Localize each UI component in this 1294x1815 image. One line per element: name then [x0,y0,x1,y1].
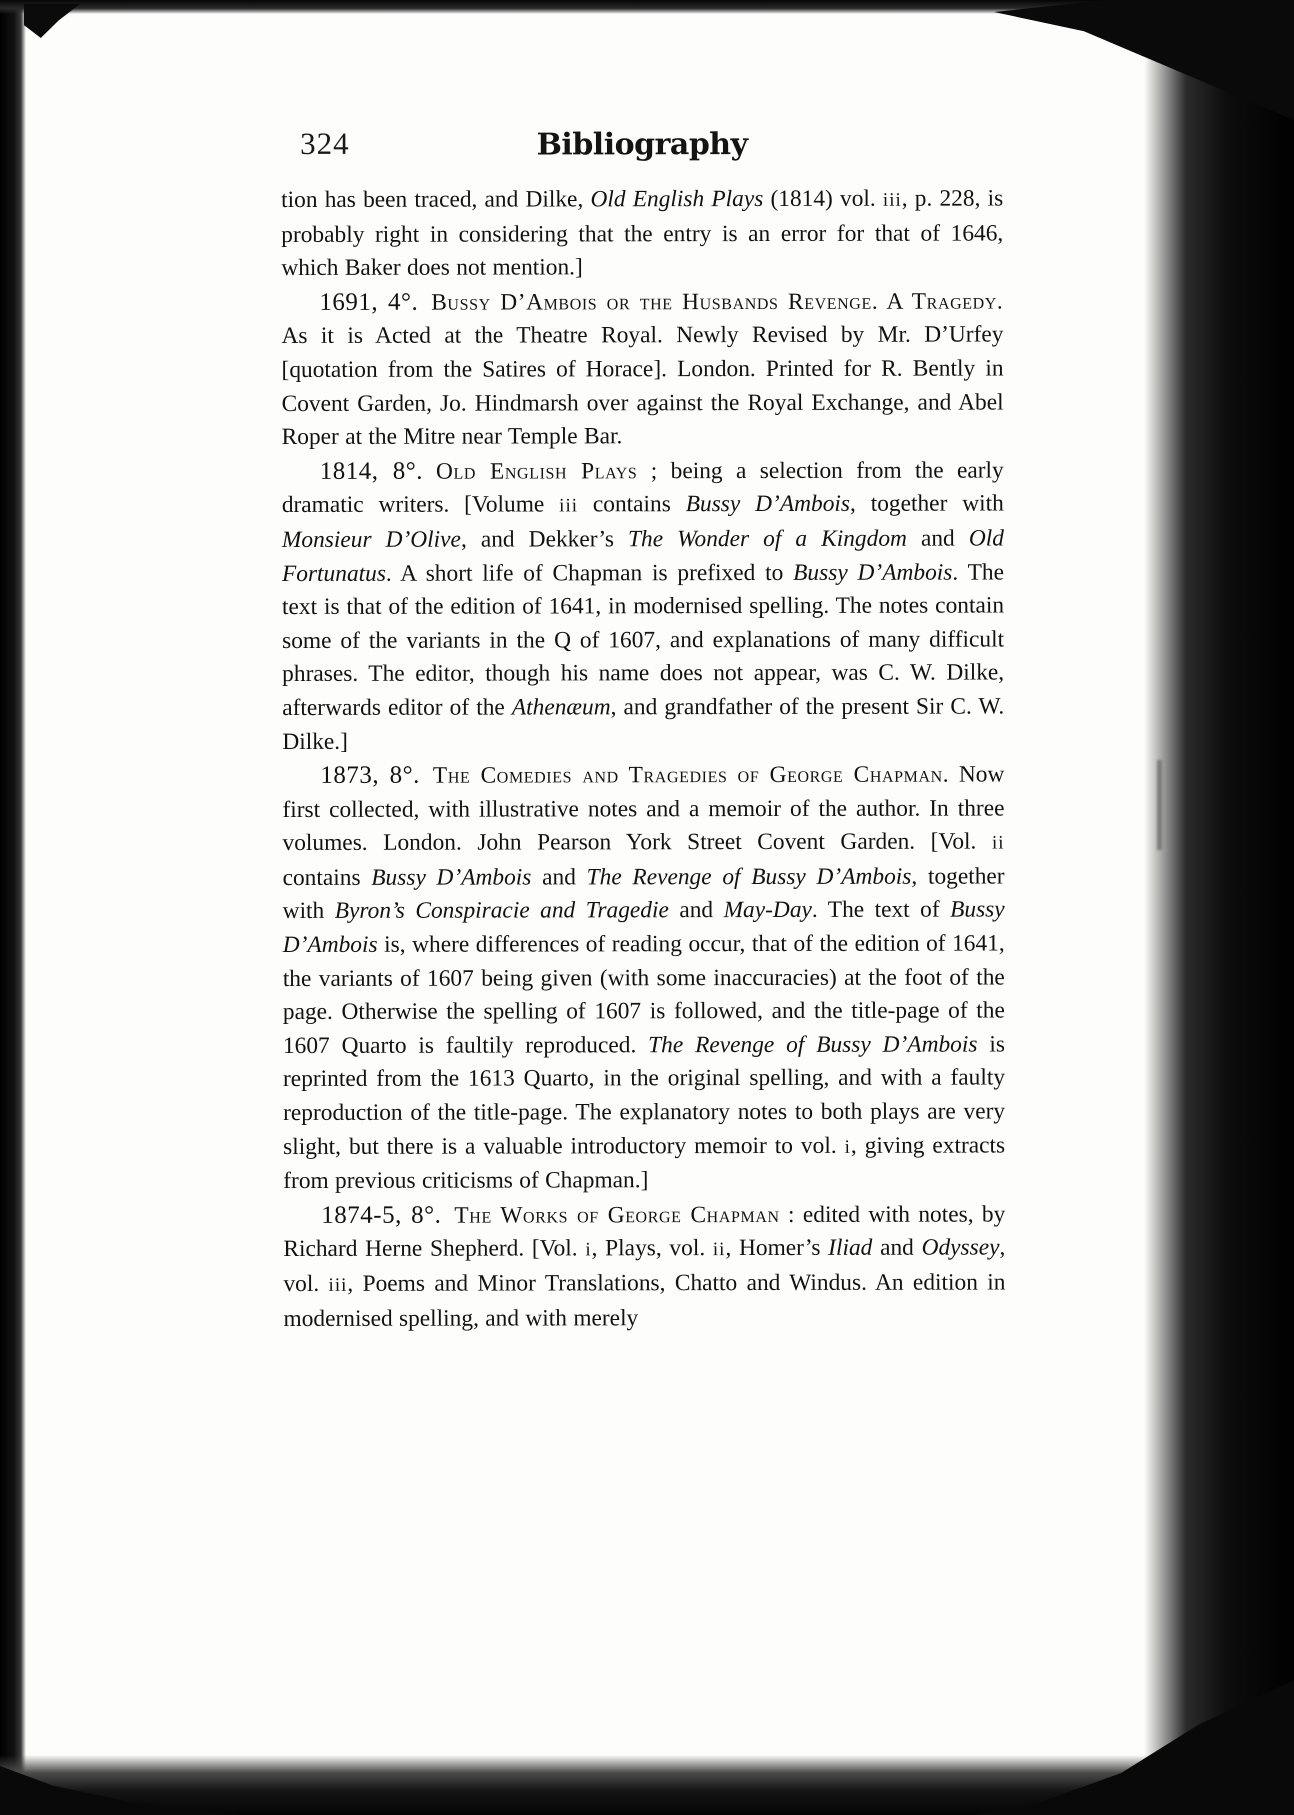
scan-corner-top-left [24,4,80,38]
text-run-italic: May-Day [723,897,812,924]
text-run-roman-numeral: i [844,1136,851,1158]
text-run-roman: . A short life of Chapman is prefixed to [385,559,794,587]
text-run-roman: , together with [282,863,1005,925]
text-run-roman-numeral: iii [328,1274,348,1296]
text-run-italic: The Revenge of Bussy D’Ambois [648,1031,978,1059]
text-run-italic: The Wonder of a Kingdom [627,525,907,553]
text-run-roman: ; being a selection from the early dramatic writers. [Volume [281,457,1004,519]
text-run-roman-numeral: ii [991,832,1005,854]
text-run-roman: tion has been traced, and Dilke, [281,186,591,213]
text-run-italic: Bussy D’Ambois [282,896,1005,959]
text-run-italic: Old Fortunatus [281,525,1004,587]
text-run-roman: , p. 228, is probably right in considering that the entry is an error for that of 1646, which Baker does not mention.] [281,185,1004,282]
bibliography-entries [281,182,1005,1336]
text-run-small-caps: Old English Plays [435,458,638,485]
text-run-italic: Bussy D’Ambois [793,559,953,586]
page-number: 324 [300,125,350,161]
scan-corner-top-right [994,0,1294,120]
text-run-roman: , together with [849,490,1004,518]
text-run-roman: . The text is that of the edition of 1641, in modernised spelling. The notes contain some of the variants in the Q of 1607, and explanations of many difficult phrases. The editor, though his name does not appear, was C. W. Dilke, afterwards editor of the [281,559,1005,721]
entry-1691 [281,284,1003,454]
text-run-roman: and [668,897,724,924]
entry-year: 1874-5, 8°. [321,1201,455,1229]
text-run-roman: contains [282,864,372,891]
scan-corner-bottom-left [0,1745,240,1815]
text-run-italic: The Revenge of Bussy D’Ambois [586,863,912,891]
entry-year: 1873, 8°. [320,761,433,790]
scan-corner-bottom-right [974,1665,1294,1815]
text-run-roman: , and Dekker’s [460,526,629,553]
text-run-small-caps: The Works of George Chapman [454,1201,780,1229]
text-run-roman: and [531,864,587,891]
text-run-roman: is, where differences of reading occur, that of the edition of 1641, the variants of 1607 being given (with some inaccuracies) at the foot of the page. Otherwise the spelling of 1607 is followed, and the title-page of the 1607 Quarto is faultily reproduced. [282,930,1005,1059]
text-run-roman: , vol. [283,1234,1006,1297]
text-run-roman-numeral: ii [712,1239,726,1261]
text-run-roman: , giving extracts from previous criticisms of Chapman.] [283,1132,1006,1195]
text-run-italic: Bussy D’Ambois [371,864,532,891]
text-run-roman: , Poems and Minor Translations, Chatto and Windus. An edition in modernised spelling, and with merely [283,1269,1006,1332]
running-title: Bibliography [536,127,748,163]
scan-edge-right [1144,0,1294,1815]
entry-1814 [282,453,1005,759]
text-run-roman: . The text of [811,897,951,924]
text-run-roman-numeral: iii [559,495,579,517]
text-run-roman: , Homer’s [725,1235,829,1262]
text-run-roman: , and grandfather of the present Sir C. W. Dilke.] [282,693,1005,755]
entry-year: 1691, 4°. [319,288,432,316]
scan-speck [1157,760,1162,850]
text-run-small-caps: Bussy D’Ambois or the Husbands Revenge. A Tragedy. [431,288,1004,316]
text-run-roman-numeral: iii [882,189,902,211]
text-run-roman: (1814) vol. [763,185,883,212]
page-text-block [281,118,1006,1336]
text-run-italic: Bussy D’Ambois [685,491,851,518]
text-run-italic: Monsieur D’Olive [281,526,461,553]
text-run-roman: , Plays, vol. [591,1235,713,1262]
text-run-roman: Now first collected, with illustrative notes and a memoir of the author. In three volumes. London. John Pearson York Street Covent Garden. [Vol. [282,761,1005,857]
para-continuation [281,182,1003,285]
text-run-roman: As it is Acted at the Theatre Royal. Newly Revised by Mr. D’Urfey [quotation from the Satires of Horace]. London. Printed for R. Bently in Covent Garden, Jo. Hindmarsh over against the Royal Exchange, and Abel Roper at the Mitre near Temple Bar. [281,321,1004,451]
text-run-roman: : edited with notes, by Richard Herne Shepherd. [Vol. [283,1201,1006,1263]
entry-year: 1814, 8°. [319,457,437,485]
text-run-italic: Iliad [828,1235,873,1262]
entry-1874-5 [283,1197,1005,1336]
text-run-roman: and [872,1235,922,1262]
text-run-italic: Old English Plays [590,185,764,213]
scan-edge-left [0,0,26,1815]
text-run-roman: contains [577,491,686,518]
entry-1873 [282,758,1005,1199]
text-run-roman: and [906,525,969,552]
page-header [281,118,1003,184]
text-run-small-caps: The Comedies and Tragedies of George Chapman. [432,761,950,789]
text-run-italic: Athenæum [511,694,611,721]
text-run-roman: is reprinted from the 1613 Quarto, in the original spelling, and with a faulty reproduction of the title-page. The explanatory notes to both plays are very slight, but there is a valuable introductory memoir to vol. [282,1031,1006,1160]
text-run-roman-numeral: i [585,1239,592,1261]
text-run-italic: Byron’s Conspiracie and Tragedie [334,897,669,925]
text-run-italic: Odyssey [921,1234,1000,1262]
